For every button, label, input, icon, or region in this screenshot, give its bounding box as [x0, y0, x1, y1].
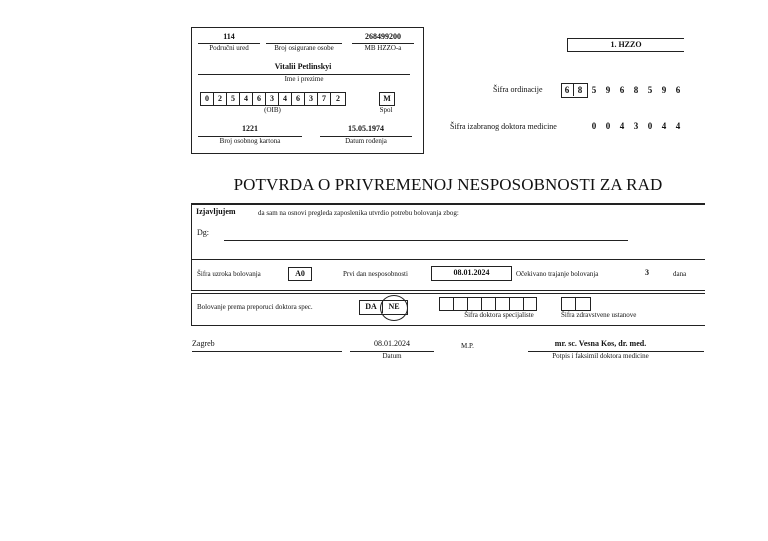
doctor-digit: 4 [675, 121, 681, 131]
doctor-digit: 0 [591, 121, 597, 131]
office-number: 114 [223, 32, 235, 41]
duration-label: Očekivano trajanje bolovanja [516, 270, 599, 278]
diagnosis-label: Dg: [197, 228, 209, 237]
oib-digit: 3 [305, 93, 318, 105]
ordination-digit: 9 [605, 85, 611, 95]
oib-digit: 4 [240, 93, 253, 105]
ordination-digit: 8 [577, 85, 583, 95]
duration-unit: dana [673, 270, 687, 278]
first-day-label: Prvi dan nesposobnosti [343, 270, 408, 278]
sex-value: M [379, 92, 395, 106]
specialist-code-field[interactable] [439, 297, 537, 311]
signature-label: Potpis i faksimil doktora medicine [552, 352, 649, 360]
oib-digit: 2 [331, 93, 346, 105]
cause-code: A0 [288, 267, 312, 281]
date-label: Datum [382, 352, 402, 360]
ordination-digit: 8 [633, 85, 639, 95]
name-label: Ime i prezime [284, 75, 324, 83]
duration-value: 3 [645, 268, 649, 277]
ordination-digit: 5 [591, 85, 597, 95]
mbo-number: 268499200 [365, 32, 401, 41]
ordination-label: Šifra ordinacije [493, 85, 543, 94]
spec-code-label: Šifra doktora specijaliste [464, 311, 534, 319]
place: Zagreb [192, 339, 215, 348]
oib-digit: 4 [279, 93, 292, 105]
institution-code-label: Šifra zdravstvene ustanove [561, 311, 637, 319]
mbo-label: MB HZZO-a [364, 44, 402, 52]
oib-digit: 7 [318, 93, 331, 105]
ordination-digit: 9 [661, 85, 667, 95]
birth-date: 15.05.1974 [348, 124, 384, 133]
insured-label: Broj osiguranе osobe [274, 44, 334, 52]
oib-digit: 6 [253, 93, 266, 105]
oib-label: (OIB) [264, 106, 281, 114]
doctor-digit: 4 [661, 121, 667, 131]
doctor-digit: 3 [633, 121, 639, 131]
oib-field [200, 92, 346, 106]
institution-code-field[interactable] [561, 297, 591, 311]
ordination-digit: 6 [564, 85, 570, 95]
oib-digit: 2 [214, 93, 227, 105]
specialist-yes[interactable]: DA [365, 302, 377, 311]
doctor-code-label: Šifra izabranog doktora medicine [450, 122, 557, 131]
specialist-label: Bolovanje prema preporuci doktora spec. [197, 303, 313, 311]
oib-digit: 6 [292, 93, 305, 105]
oib-digit: 3 [266, 93, 279, 105]
birth-date-label: Datum rođenja [345, 137, 387, 145]
stamp-label: M.P. [461, 342, 474, 350]
issue-date: 08.01.2024 [374, 339, 410, 348]
card-number: 1221 [242, 124, 258, 133]
sex-label: Spol [379, 106, 393, 114]
ordination-digit: 6 [675, 85, 681, 95]
doctor-digit: 0 [647, 121, 653, 131]
ordination-digit: 6 [619, 85, 625, 95]
cause-label: Šifra uzroka bolovanja [197, 270, 261, 278]
card-label: Broj osobnog kartona [219, 137, 281, 145]
specialist-no[interactable]: NE [388, 302, 400, 311]
oib-digit: 5 [227, 93, 240, 105]
ordination-digit: 5 [647, 85, 653, 95]
first-day-value: 08.01.2024 [431, 266, 512, 281]
hzzo-label: 1. HZZO [567, 38, 684, 52]
diagnosis-line [224, 240, 628, 241]
doctor-name: mr. sc. Vesna Kos, dr. med. [554, 339, 647, 348]
oib-digit: 0 [201, 93, 214, 105]
doctor-digit: 0 [605, 121, 611, 131]
doctor-digit: 4 [619, 121, 625, 131]
statement-text: da sam na osnovi pregleda zaposlenika utvrdio potrebu bolovanja zbog: [258, 209, 459, 217]
selected-circle [380, 295, 408, 321]
patient-name: Vitalii Petlinskyi [274, 62, 332, 71]
statement-lead: Izjavljujem [196, 207, 236, 216]
document-title: POTVRDA O PRIVREMENOJ NESPOSOBNOSTI ZA RAD [233, 175, 663, 194]
office-label: Područni ured [209, 44, 249, 52]
